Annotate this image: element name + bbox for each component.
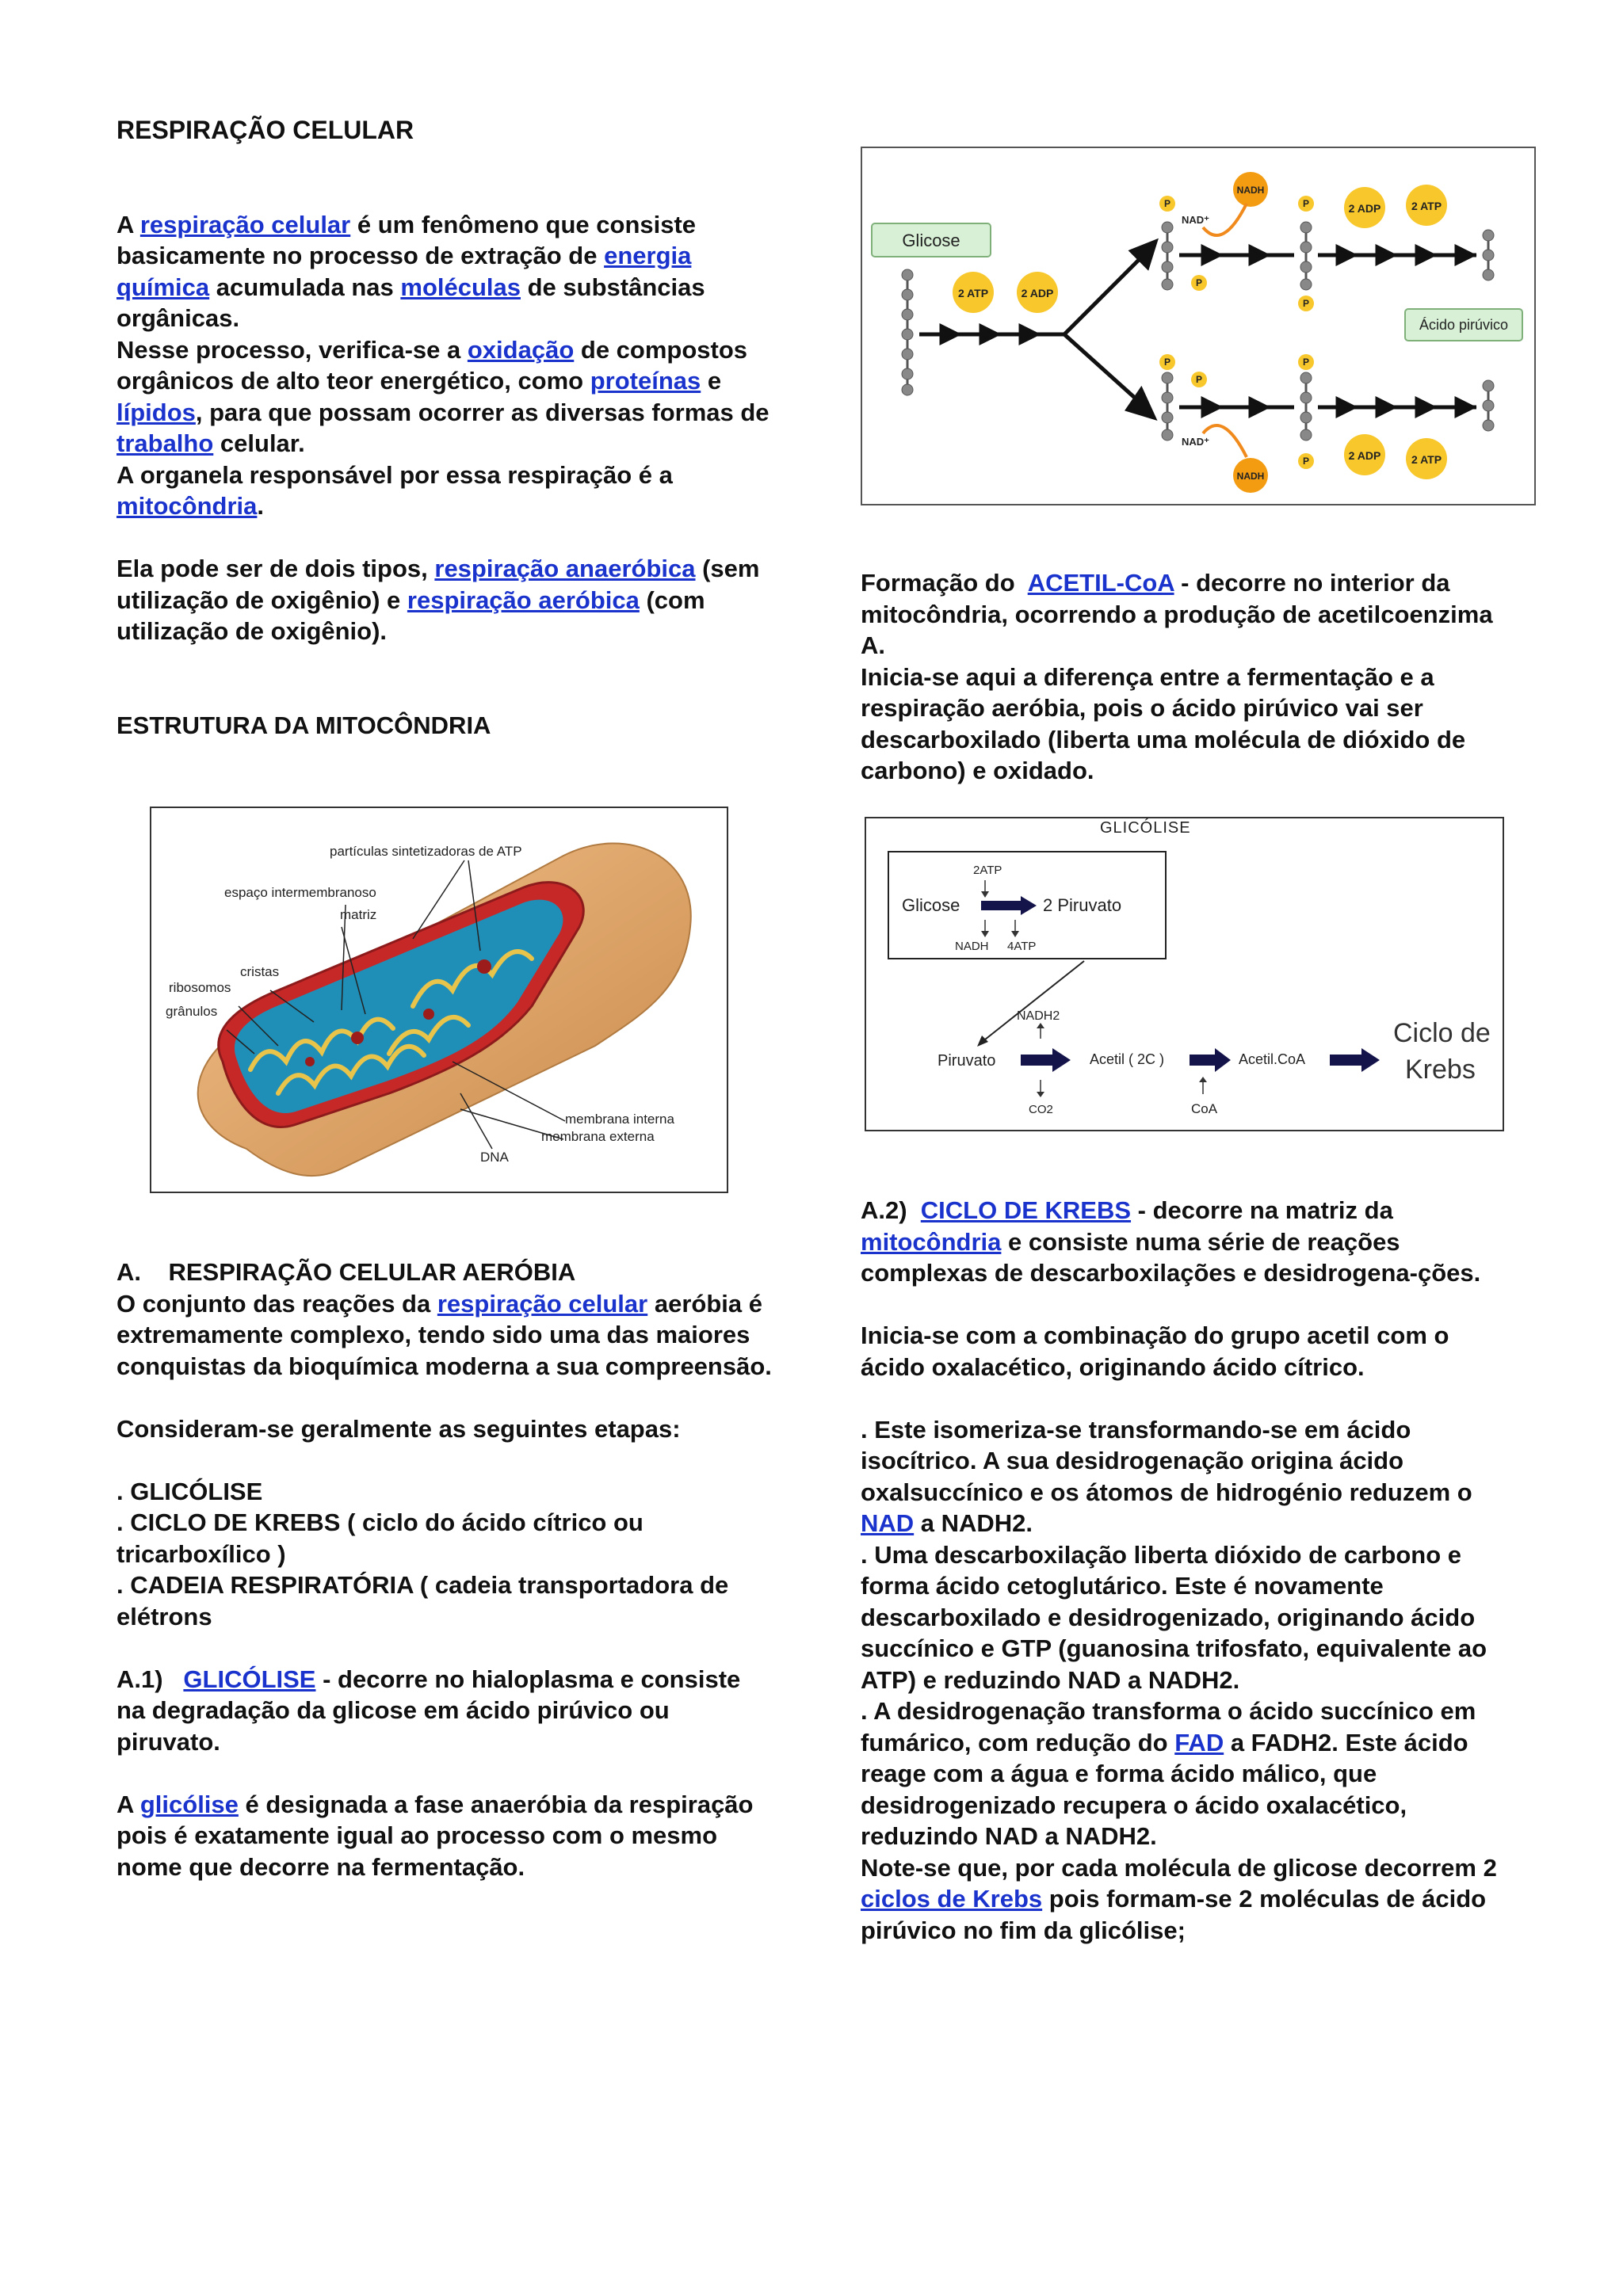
link-ciclos-de-krebs[interactable]: ciclos de Krebs [861,1885,1043,1913]
right-column-krebs [861,1195,1518,1946]
glicolise-paragraph: A.1) GLICÓLISE - decorre no hialoplasma e consiste na degradação da glicose em ácido pirúvico ou piruvato. [116,1665,741,1756]
label-4atp: 4ATP [1007,940,1037,953]
label-dna: DNA [480,1150,509,1165]
link-acetil-coa[interactable]: ACETIL-CoA [1027,569,1174,597]
section-title-estrutura: ESTRUTURA DA MITOCÔNDRIA [116,711,491,739]
label-nadh-small: NADH [955,940,989,953]
label-matriz: matriz [340,907,377,922]
label-2adp: 2 ADP [1021,287,1054,299]
label-piruvato: Piruvato [938,1052,996,1070]
label-p: P [1163,198,1171,209]
label-acetil-2c: Acetil ( 2C ) [1090,1051,1165,1067]
label-nadh2: NADH2 [1017,1009,1060,1023]
krebs-note: Note-se que, por cada molécula de glicose decorrem 2 ciclos de Krebs pois formam-se 2 moléculas de ácido pirúvico no fim da glicólise; [861,1853,1497,1944]
types-paragraph: Ela pode ser de dois tipos, respiração anaeróbica (sem utilização de oxigênio) e respiração aeróbica (com utilização de oxigênio). [116,555,760,645]
label-cristas: cristas [240,964,280,979]
label-p: P [1163,357,1171,368]
etapa-item: . CADEIA RESPIRATÓRIA ( cadeia transportadora de elétrons [116,1571,729,1630]
label-ciclo-de: Ciclo de [1393,1018,1491,1048]
label-2adp: 2 ADP [1348,202,1381,215]
link-mitocondria[interactable]: mitocôndria [116,492,258,520]
label-membrana-interna: membrana interna [565,1112,674,1127]
label-acido-piruvico: Ácido pirúvico [1419,317,1509,333]
krebs-step-1: . Este isomeriza-se transformando-se em ácido isocítrico. A sua desidrogenação origina ácido oxalsuccínico e os átomos de hidrogénio reduzem o NAD a NADH2. [861,1415,1472,1537]
left-column [116,115,774,741]
label-nad: NAD⁺ [1182,214,1210,226]
link-lipidos[interactable]: lípidos [116,398,196,426]
mitochondria-diagram [151,808,727,1192]
label-2atp-small: 2ATP [973,864,1002,877]
link-trabalho[interactable]: trabalho [116,429,214,457]
link-moleculas[interactable]: moléculas [400,273,521,301]
link-oxidacao[interactable]: oxidação [467,335,575,364]
link-proteinas[interactable]: proteínas [590,367,701,395]
label-nad: NAD⁺ [1182,436,1210,448]
mitochondria-figure [150,807,728,1193]
etapa-item: . CICLO DE KREBS ( ciclo do ácido cítrico ou tricarboxílico ) [116,1508,643,1568]
krebs-inicio-paragraph: Inicia-se com a combinação do grupo acetil com o ácido oxalacético, originando ácido cítrico. [861,1322,1449,1381]
acetil-paragraph: Formação do ACETIL-CoA - decorre no interior da mitocôndria, ocorrendo a produção de acetilcoenzima A. [861,569,1493,659]
link-respiracao-celular[interactable]: respiração celular [139,210,351,238]
label-acetil-coa: Acetil.CoA [1239,1051,1306,1067]
link-ciclo-de-krebs[interactable]: CICLO DE KREBS [920,1196,1132,1224]
organelle-paragraph: A organela responsável por essa respiração é a mitocôndria. [116,460,673,520]
right-column-acetil [861,567,1518,787]
glycolysis-pathway-diagram [862,148,1534,504]
aerobia-paragraph: O conjunto das reações da respiração celular aeróbia é extremamente complexo, tendo sido uma das maiores conquistas da bioquímica moderna a sua compreensão. [116,1289,772,1380]
glicolise-krebs-diagram [866,818,1503,1130]
intro-paragraph: A respiração celular é um fenômeno que consiste basicamente no processo de extração de energia química acumulada nas moléculas de substâncias orgânicas. [116,210,705,332]
etapas-intro: Consideram-se geralmente as seguintes etapas: [116,1414,681,1443]
link-glicolise[interactable]: GLICÓLISE [183,1665,316,1693]
label-co2: CO2 [1029,1103,1053,1116]
label-membrana-externa: membrana externa [541,1129,655,1144]
glicolise-anaerobia-paragraph: A glicólise é designada a fase anaeróbia da respiração pois é exatamente igual ao processo com o mesmo nome que decorre na fermentação. [116,1790,754,1881]
link-mitocondria-2[interactable]: mitocôndria [861,1227,1002,1256]
acetil-paragraph-2: Inicia-se aqui a diferença entre a fermentação e a respiração aeróbia, pois o ácido pirúvico vai ser descarboxilado (liberta uma molécula de dióxido de carbono) e oxidado. [861,662,1466,784]
label-granulos: grânulos [166,1004,218,1019]
label-p: P [1302,456,1310,467]
link-glicolise-2[interactable]: glicólise [139,1790,239,1818]
label-p: P [1195,374,1203,385]
label-krebs: Krebs [1405,1055,1476,1085]
link-nad[interactable]: NAD [861,1509,915,1537]
krebs-step-2: . Uma descarboxilação liberta dióxido de carbono e forma ácido cetoglutárico. Este é novamente descarboxilado e desidrogenizado, originando ácido succínico e GTP (guanosina trifosfato, equivalente ao ATP) e reduzindo NAD a NADH2. [861,1540,1487,1694]
glycolysis-pathway-figure [861,147,1536,505]
link-respiracao-celular-2[interactable]: respiração celular [437,1289,648,1318]
label-2atp: 2 ATP [1411,200,1442,212]
oxidation-paragraph: Nesse processo, verifica-se a oxidação de compostos orgânicos de alto teor energético, como proteínas e lípidos, para que possam ocorrer as diversas formas de trabalho celular. [116,335,769,457]
label-espaco: espaço intermembranoso [224,885,376,900]
label-particulas: partículas sintetizadoras de ATP [330,844,522,859]
label-p: P [1302,298,1310,309]
label-coa: CoA [1191,1101,1218,1116]
label-2atp: 2 ATP [1411,453,1442,466]
label-glicose: Glicose [902,231,960,250]
left-column-lower [116,1257,774,1882]
label-2adp: 2 ADP [1348,449,1381,462]
label-nadh: NADH [1236,185,1265,196]
link-energia-quimica[interactable]: energia química [116,242,692,301]
link-respiracao-anaerobica[interactable]: respiração anaeróbica [434,555,696,582]
label-p: P [1302,198,1310,209]
label-2atp: 2 ATP [957,287,989,299]
label-glicolise: GLICÓLISE [1100,819,1191,837]
glicolise-krebs-figure [865,817,1504,1131]
label-nadh: NADH [1236,471,1265,482]
krebs-paragraph: A.2) CICLO DE KREBS - decorre na matriz da mitocôndria e consiste numa série de reações complexas de descarboxilações e desidrogena-ções. [861,1196,1481,1287]
label-glicose-small: Glicose [902,895,960,915]
page-title: RESPIRAÇÃO CELULAR [116,116,414,144]
krebs-step-3: . A desidrogenação transforma o ácido succínico em fumárico, com redução do FAD a FADH2. Este ácido reage com a água e forma ácido málico, que desidrogenizado recupera o ácido oxalacético, reduzindo NAD a NADH2. [861,1697,1476,1850]
label-p: P [1195,277,1203,288]
etapa-item: . GLICÓLISE [116,1477,263,1505]
section-title-aerobia: A. RESPIRAÇÃO CELULAR AERÓBIA [116,1258,576,1286]
label-2-piruvato: 2 Piruvato [1043,895,1122,915]
link-fad[interactable]: FAD [1174,1728,1224,1756]
label-ribossomos: ribosomos [169,980,231,995]
link-respiracao-aerobica[interactable]: respiração aeróbica [407,585,640,614]
label-p: P [1302,357,1310,368]
